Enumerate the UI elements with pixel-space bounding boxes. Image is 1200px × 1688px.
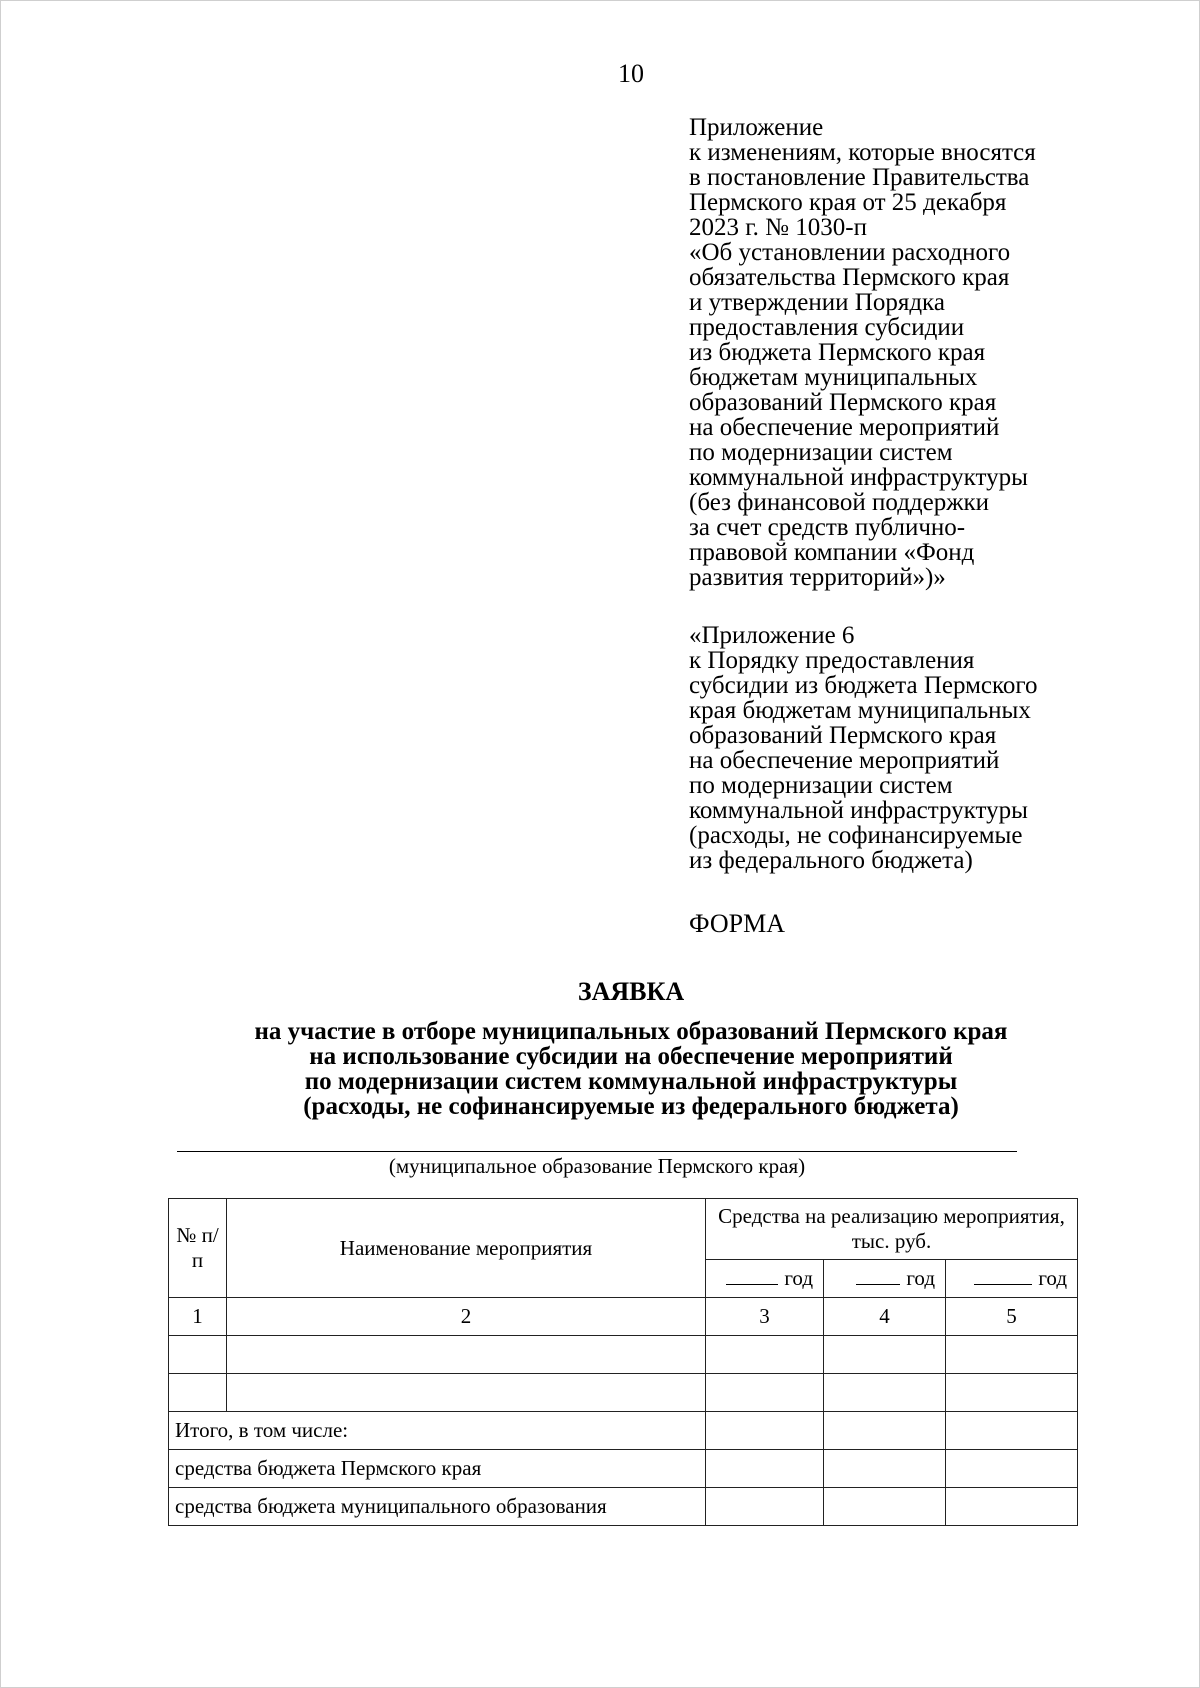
municipality-caption: (муниципальное образование Пермского края) [388, 1154, 806, 1178]
table-row [169, 1374, 1078, 1412]
appendix-line: по модернизации систем [689, 439, 953, 466]
year-blank [974, 1266, 1032, 1285]
empty-cell [946, 1488, 1078, 1526]
empty-cell [824, 1450, 946, 1488]
appendix6-line: образований Пермского края [689, 722, 997, 749]
page-number: 10 [618, 59, 644, 88]
appendix-line: за счет средств публично- [689, 514, 966, 541]
appendix-line: бюджетам муниципальных [689, 364, 978, 391]
appendix-line: 2023 г. № 1030-п [689, 214, 867, 241]
total-label: Итого, в том числе: [169, 1412, 706, 1450]
empty-cell [706, 1336, 824, 1374]
header-year-5 [946, 1260, 1078, 1298]
empty-cell [706, 1374, 824, 1412]
document-title: ЗАЯВКА [577, 977, 685, 1006]
form-label: ФОРМА [689, 909, 785, 938]
appendix6-line: на обеспечение мероприятий [689, 747, 1000, 774]
year-blank [856, 1266, 900, 1285]
table-row-total [169, 1412, 1078, 1450]
empty-cell [946, 1412, 1078, 1450]
appendix-line: Приложение [689, 114, 824, 141]
appendix6-line: «Приложение 6 [689, 622, 855, 649]
appendix-line: образований Пермского края [689, 389, 997, 416]
table-row [169, 1298, 1078, 1336]
appendix6-line: края бюджетам муниципальных [689, 697, 1031, 724]
empty-cell [824, 1374, 946, 1412]
header-year-4 [824, 1260, 946, 1298]
index-cell: 5 [946, 1298, 1078, 1336]
municipal-budget-label: средства бюджета муниципального образования [169, 1488, 706, 1526]
appendix6-line: субсидии из бюджета Пермского [689, 672, 1038, 699]
empty-cell [946, 1336, 1078, 1374]
appendix-line: из бюджета Пермского края [689, 339, 986, 366]
appendix6-line: коммунальной инфраструктуры [689, 797, 1028, 824]
empty-cell [706, 1450, 824, 1488]
appendix-line: к изменениям, которые вносятся [689, 139, 1036, 166]
empty-cell [169, 1336, 227, 1374]
application-table [168, 1198, 1078, 1526]
table-row [169, 1336, 1078, 1374]
empty-cell [824, 1488, 946, 1526]
empty-cell [227, 1336, 706, 1374]
appendix-header [689, 115, 1109, 590]
header-activity-name: Наименование мероприятия [227, 1199, 706, 1298]
appendix6-line: по модернизации систем [689, 772, 953, 799]
appendix-line: на обеспечение мероприятий [689, 414, 1000, 441]
empty-cell [946, 1374, 1078, 1412]
index-cell: 1 [169, 1298, 227, 1336]
index-cell: 3 [706, 1298, 824, 1336]
appendix-line: коммунальной инфраструктуры [689, 464, 1028, 491]
appendix-line: Пермского края от 25 декабря [689, 189, 1007, 216]
appendix-line: правовой компании «Фонд [689, 539, 975, 566]
header-funds: Средства на реализацию мероприятия, тыс. руб. [706, 1199, 1078, 1260]
empty-cell [824, 1336, 946, 1374]
appendix6-line: к Порядку предоставления [689, 647, 975, 674]
empty-cell [169, 1374, 227, 1412]
subtitle-line: по модернизации систем коммунальной инфраструктуры [304, 1068, 958, 1095]
year-label: год [784, 1266, 813, 1290]
appendix-line: в постановление Правительства [689, 164, 1030, 191]
year-label: год [1038, 1266, 1068, 1290]
subtitle-line: (расходы, не софинансируемые из федерального бюджета) [303, 1093, 959, 1120]
empty-cell [706, 1412, 824, 1450]
appendix6-header [689, 623, 1109, 873]
subtitle-line: на участие в отборе муниципальных образований Пермского края [254, 1018, 1008, 1045]
regional-budget-label: средства бюджета Пермского края [169, 1450, 706, 1488]
subtitle-line: на использование субсидии на обеспечение мероприятий [309, 1043, 953, 1070]
appendix-line: предоставления субсидии [689, 314, 965, 341]
appendix-line: (без финансовой поддержки [689, 489, 990, 516]
year-label: год [906, 1266, 935, 1290]
header-year-3 [706, 1260, 824, 1298]
appendix-line: обязательства Пермского края [689, 264, 1010, 291]
document-subtitle [161, 1019, 1101, 1119]
empty-cell [227, 1374, 706, 1412]
appendix-line: развития территорий»)» [689, 564, 946, 591]
appendix-line: «Об установлении расходного [689, 239, 1011, 266]
appendix-line: и утверждении Порядка [689, 289, 945, 316]
table-row-regional [169, 1450, 1078, 1488]
header-number: № п/п [169, 1199, 227, 1298]
index-cell: 4 [824, 1298, 946, 1336]
year-blank [726, 1266, 778, 1285]
empty-cell [946, 1450, 1078, 1488]
empty-cell [706, 1488, 824, 1526]
appendix6-line: (расходы, не софинансируемые [689, 822, 1023, 849]
table-row-municipal [169, 1488, 1078, 1526]
index-cell: 2 [227, 1298, 706, 1336]
municipality-fill-line [177, 1151, 1017, 1152]
appendix6-line: из федерального бюджета) [689, 847, 973, 874]
empty-cell [824, 1412, 946, 1450]
